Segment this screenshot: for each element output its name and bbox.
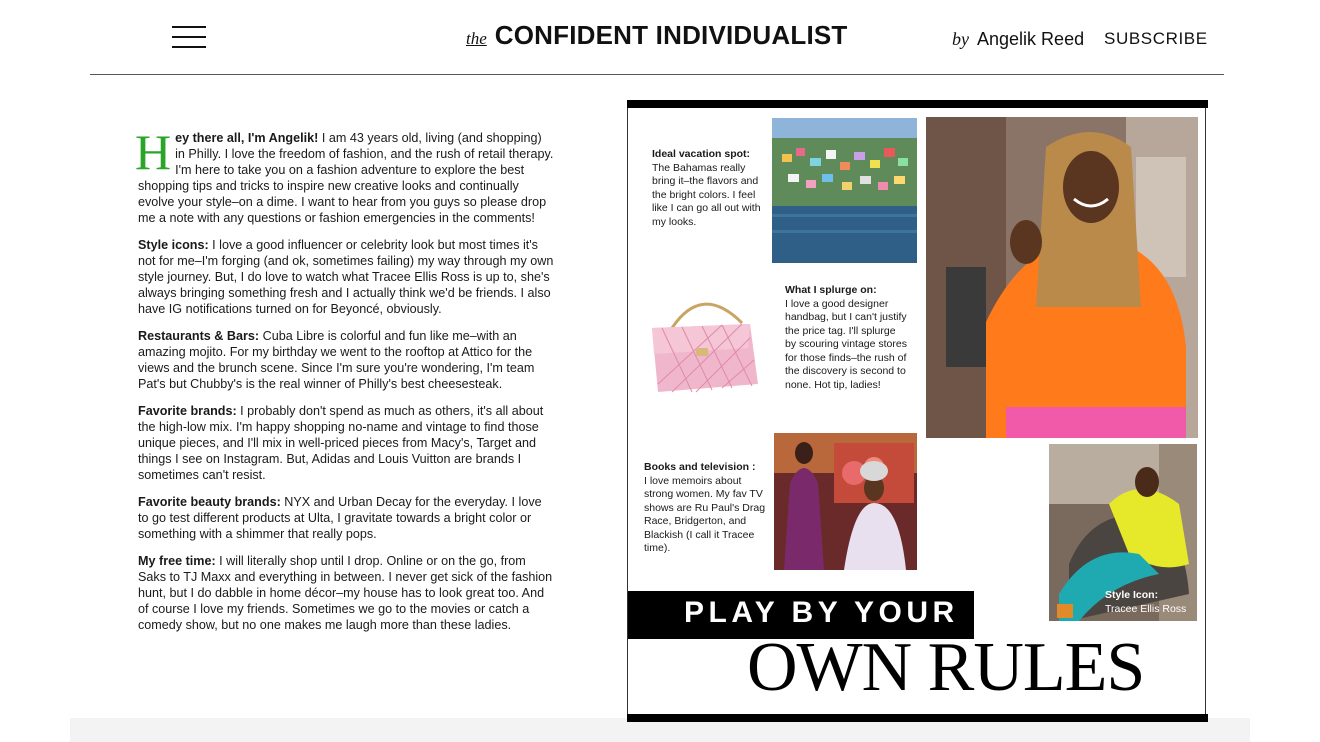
brand-name: CONFIDENT INDIVIDUALIST [494, 20, 848, 50]
caption-text: The Bahamas really bring it–the flavors and the bright colors. I feel like I can go all out with my looks. [652, 161, 761, 228]
section-title: My free time: [138, 554, 216, 568]
bahamas-photo [772, 118, 917, 263]
caption-title: Books and television : [644, 461, 756, 473]
caption-name: Tracee Ellis Ross [1105, 602, 1187, 615]
caption-title: Ideal vacation spot: [652, 148, 751, 160]
section-style-icons [138, 237, 554, 317]
brand-prefix: the [466, 29, 487, 48]
section-text: I will literally shop until I drop. Online or on the go, from Saks to TJ Maxx and everything in between. I never get sick of the fashion hunt, but I do dabble in home décor–my house has to look great too. And of course I love my friends. Sometimes we go to the movies or catch a comedy show, but no one makes me laugh more than these ladies. [138, 554, 553, 632]
headline-top: PLAY BY YOUR [684, 596, 959, 629]
section-beauty-brands [138, 494, 554, 542]
section-text: Cuba Libre is colorful and fun like me–with an amazing mojito. For my birthday we went to the rooftop at Attico for the views and the brunch scene. Since I'm sure you're wondering, I'm team Pat's but Chubby's is the real winner of Philly's best cheesesteak. [138, 329, 535, 391]
caption-books [644, 461, 766, 556]
caption-text: I love memoirs about strong women. My fav TV shows are Ru Paul's Drag Race, Bridgerton, and Blackish (I call it Tracee time). [644, 474, 766, 554]
byline-by: by [952, 29, 969, 49]
section-title: Style icons: [138, 238, 209, 252]
caption-style-icon [1105, 589, 1186, 616]
caption-title: Style Icon: [1105, 589, 1159, 601]
section-text: I probably don't spend as much as others, it's all about the high-low mix. I'm happy shopping no-name and vintage to find those unique pieces, and I'll mix in well-priced pieces from Macy's, Target and things I see on Instagram. But, Adidas and Louis Vuitton are brands I sometimes can't resist. [138, 404, 544, 482]
section-title: Favorite beauty brands: [138, 495, 281, 509]
handbag-photo [632, 288, 778, 408]
drop-cap: H [135, 124, 172, 180]
section-favorite-brands [138, 403, 554, 483]
section-text: NYX and Urban Decay for the everyday. I love to go test different products at Ulta, I gravitate towards a bright color or something with a shimmer that really pops. [138, 495, 542, 541]
byline [952, 29, 1084, 50]
article-body [135, 124, 554, 644]
section-restaurants [138, 328, 554, 392]
collage-top-bar [627, 100, 1208, 108]
intro-paragraph [135, 124, 554, 226]
intro-bold: ey there all, I'm Angelik! [175, 131, 319, 145]
collage-bottom-bar [627, 714, 1208, 722]
section-free-time [138, 553, 554, 633]
section-title: Restaurants & Bars: [138, 329, 260, 343]
section-text: I love a good influencer or celebrity look but most times it's not for me–I'm forging (and ok, sometimes failing) my way through my own style journey. But, I do love to watch what Tracee Ellis Ross is up to, she's always bringing something fresh and I actually think we'd be friends. I also have IG notifications turned on for Beyoncé, obviously. [138, 238, 554, 316]
header-divider [90, 74, 1224, 75]
hamburger-menu-icon[interactable] [172, 26, 206, 48]
caption-vacation [652, 148, 764, 229]
caption-splurge [785, 284, 909, 392]
caption-title: What I splurge on: [785, 284, 877, 296]
subscribe-link[interactable]: SUBSCRIBE [1104, 29, 1208, 48]
caption-text: I love a good designer handbag, but I can't justify the price tag. I'll splurge by scouring vintage stores for those finds–the rush of the discovery is second to none. Hot tip, ladies! [785, 297, 907, 391]
bridgerton-photo [774, 433, 917, 570]
byline-author: Angelik Reed [977, 29, 1085, 49]
portrait-photo [926, 117, 1198, 438]
section-title: Favorite brands: [138, 404, 237, 418]
site-logo[interactable] [466, 20, 848, 51]
headline-bottom: OWN RULES [747, 629, 1145, 706]
intro-text: I am 43 years old, living (and shopping) in Philly. I love the freedom of fashion, and the rush of retail therapy. I'm here to take you on a fashion adventure to explore the best shopping tips and tricks to inspire new creative looks and continually evolve your style–on a dime. I want to hear from you guys so please drop me a note with any questions or fashion emergencies in the comments! [138, 131, 554, 225]
